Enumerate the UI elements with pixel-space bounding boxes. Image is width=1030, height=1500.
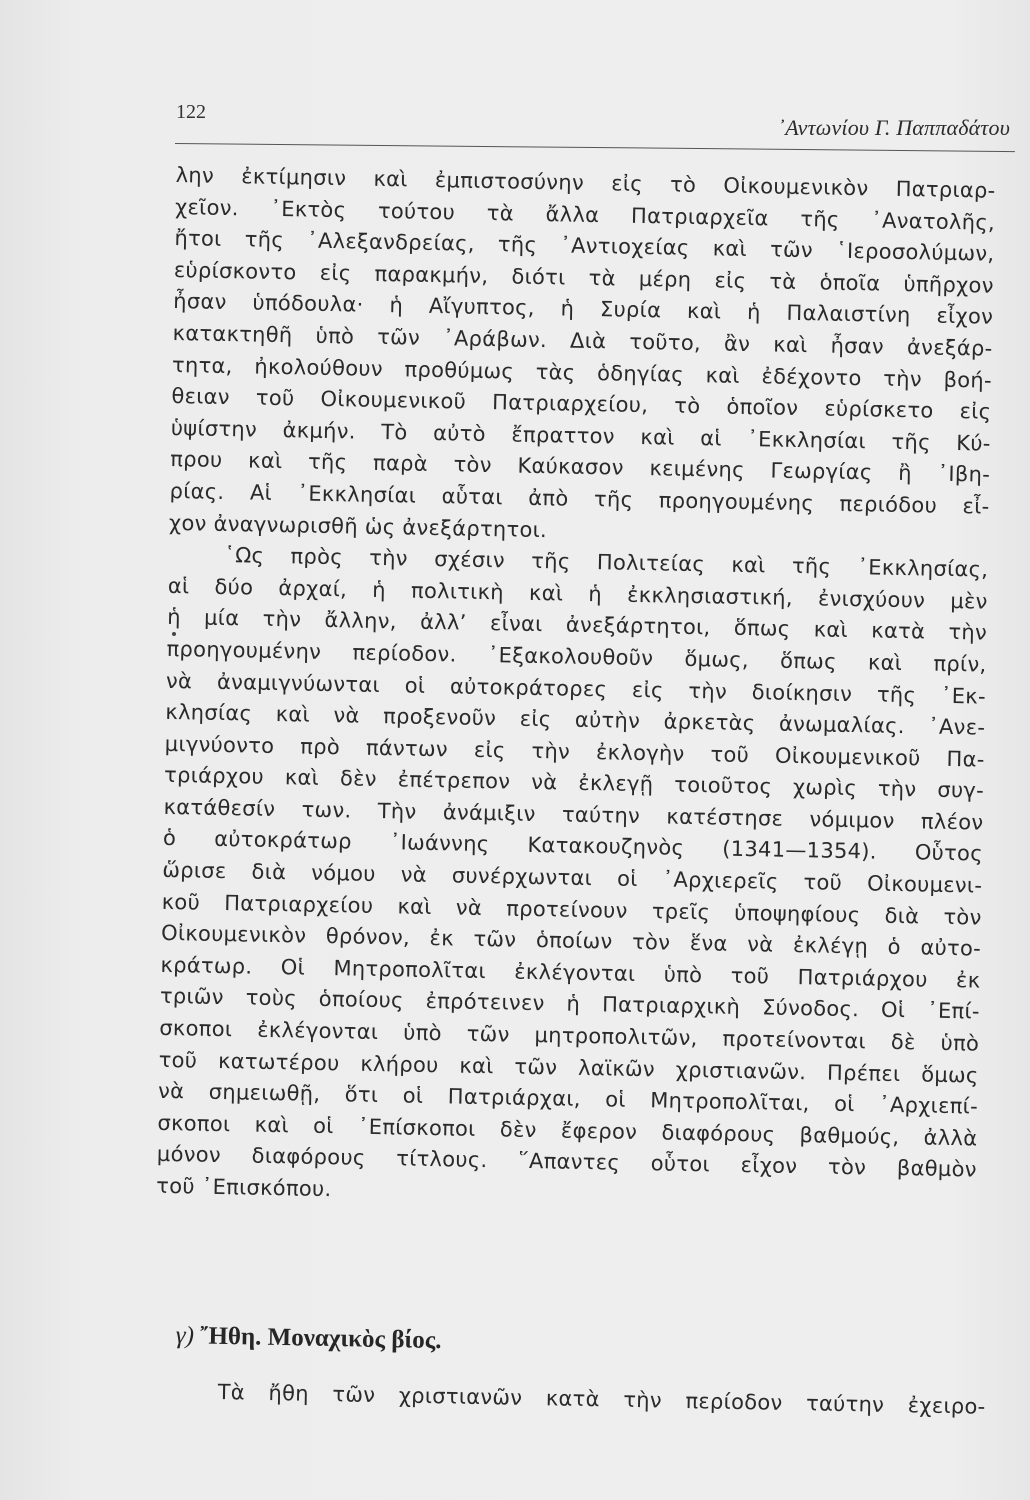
text-line: κατακτηθῆ ὑπὸ τῶν ᾿Αράβων. Διὰ τοῦτο, ἂν καὶ ἦσαν ἀνεξάρ- [172,320,993,361]
text-line: τριῶν τοὺς ὁποίους ἐπρότεινεν ἡ Πατριαρχικὴ Σύνοδος. Οἱ ᾿Επί- [159,984,981,1025]
text-line: ὥρισε διὰ νόμου νὰ συνέρχωνται οἱ ᾿Αρχιερεῖς τοῦ Οἰκουμενι- [162,857,983,898]
text-line: τριάρχου καὶ δὲν ἐπέτρεπον νὰ ἐκλεγῇ τοιοῦτος χωρὶς τὴν συγ- [163,763,985,803]
text-line: μιγνύοντο πρὸ πάντων εἰς τὴν ἐκλογὴν τοῦ Οἰκουμενικοῦ Πα- [164,731,985,772]
text-line: χον ἀναγνωρισθῆ ὡς ἀνεξάρτητοι. [168,510,548,542]
text-line: κατάθεσίν των. Τὴν ἀνάμιξιν ταύτην κατέστησε νόμιμον πλέον [163,794,984,835]
running-header: ᾿Αντωνίου Γ. Παππαδάτου [777,115,1010,140]
paragraph [156,539,989,1218]
section-title: ῎Ηθη. Μοναχικὸς βίος. [199,1322,442,1355]
text-line: νὰ σημειωθῇ, ὅτι οἱ Πατριάρχαι, οἱ Μητροπολῖται, οἱ ᾿Αρχιεπί- [157,1079,979,1119]
text-line: κράτωρ. Οἱ Μητροπολῖται ἐκλέγονται ὑπὸ τοῦ Πατριάρχου ἐκ [160,952,981,993]
text-line: χεῖον. ᾿Εκτὸς τούτου τὰ ἄλλα Πατριαρχεῖα τῆς ᾿Ανατολῆς, [174,194,996,235]
text-line: ῾Ως πρὸς τὴν σχέσιν τῆς Πολιτείας καὶ τῆς ᾿Εκκλησίας, [224,543,989,582]
text-line: ἡ μία τὴν ἄλλην, ἀλλ’ εἶναι ἀνεξάρτητοι, ὅπως καὶ κατὰ τὴν [166,605,988,645]
text-line: μόνον διαφόρους τίτλους. ῞Απαντες οὗτοι εἶχον τὸν βαθμὸν [156,1142,977,1182]
page-number: 122 [176,101,206,123]
text-line: τοῦ κατωτέρου κλήρου καὶ τῶν λαϊκῶν χριστιανῶν. Πρέπει ὅμως [158,1047,979,1088]
text-line: ρίας. Αἱ ᾿Εκκλησίαι αὗται ἀπὸ τῆς προηγουμένης περιόδου εἶ- [169,478,990,519]
text-line: Οἰκουμενικὸν θρόνον, ἐκ τῶν ὁποίων τὸν ἕνα νὰ ἐκλέγῃ ὁ αὐτο- [160,921,982,961]
text-line: αἱ δύο ἀρχαί, ἡ πολιτικὴ καὶ ἡ ἐκκλησιαστική, ἐνισχύουν μὲν [167,573,988,614]
text-line: ἦσαν ὑπόδουλα· ἡ Αἴγυπτος, ἡ Συρία καὶ ἡ Παλαιστίνη εἶχον [173,289,994,330]
text-line: κοῦ Πατριαρχείου καὶ νὰ προτείνουν τρεῖς ὑποψηφίους διὰ τὸν [161,889,982,930]
text-line: λην ἐκτίμησιν καὶ ἐμπιστοσύνην εἰς τὸ Οἰκουμενικὸν Πατριαρ- [175,162,996,203]
section-label: γ) [175,1322,195,1350]
text-line: κλησίας καὶ νὰ προξενοῦν εἰς αὐτὴν ἀρκετὰς ἀνωμαλίας. ᾿Ανε- [165,699,986,740]
text-line: τητα, ἠκολούθουν προθύμως τὰς ὁδηγίας καὶ ἐδέχοντο τὴν βοή- [171,352,993,393]
text-line: εὑρίσκοντο εἰς παρακμήν, διότι τὰ μέρη εἰς τὰ ὁποῖα ὑπῆρχον [173,257,994,298]
paragraph [169,160,996,555]
text-line: νὰ ἀναμιγνύωνται οἱ αὐτοκράτορες εἰς τὴν διοίκησιν τῆς ᾿Εκ- [165,668,987,709]
text-line: ὑψίστην ἀκμήν. Τὸ αὐτὸ ἔπραττον καὶ αἱ ᾿Εκκλησίαι τῆς Κύ- [170,415,991,456]
text-line: ἤτοι τῆς ᾿Αλεξανδρείας, τῆς ᾿Αντιοχείας καὶ τῶν ῾Ιεροσολύμων, [174,226,995,266]
text-line: πρου καὶ τῆς παρὰ τὸν Καύκασον κειμένης Γεωργίας ἢ ᾿Ιβη- [170,447,991,488]
section-heading [175,1322,441,1355]
header-rule [175,143,1015,152]
text-line: ὁ αὐτοκράτωρ ᾿Ιωάννης Κατακουζηνὸς (1341—1354). Οὗτος [162,826,984,867]
text-line: τοῦ ᾿Επισκόπου. [156,1173,332,1202]
text-line: προηγουμένην περίοδον. ᾿Εξακολουθοῦν ὅμως, ὅπως καὶ πρίν, [166,636,987,677]
text-line: σκοποι καὶ οἱ ᾿Επίσκοποι δὲν ἔφερον διαφόρους βαθμούς, ἀλλὰ [157,1110,978,1151]
text-line: σκοποι ἐκλέγονται ὑπὸ τῶν μητροπολιτῶν, προτείνονται δὲ ὑπὸ [159,1015,980,1056]
body-text [156,160,996,1218]
section-first-line: Τὰ ἤθη τῶν χριστιανῶν κατὰ τὴν περίοδον ταύτην ἐχειρο- [217,1379,986,1419]
text-line: θειαν τοῦ Οἰκουμενικοῦ Πατριαρχείου, τὸ ὁποῖον εὑρίσκετο εἰς [171,384,992,424]
